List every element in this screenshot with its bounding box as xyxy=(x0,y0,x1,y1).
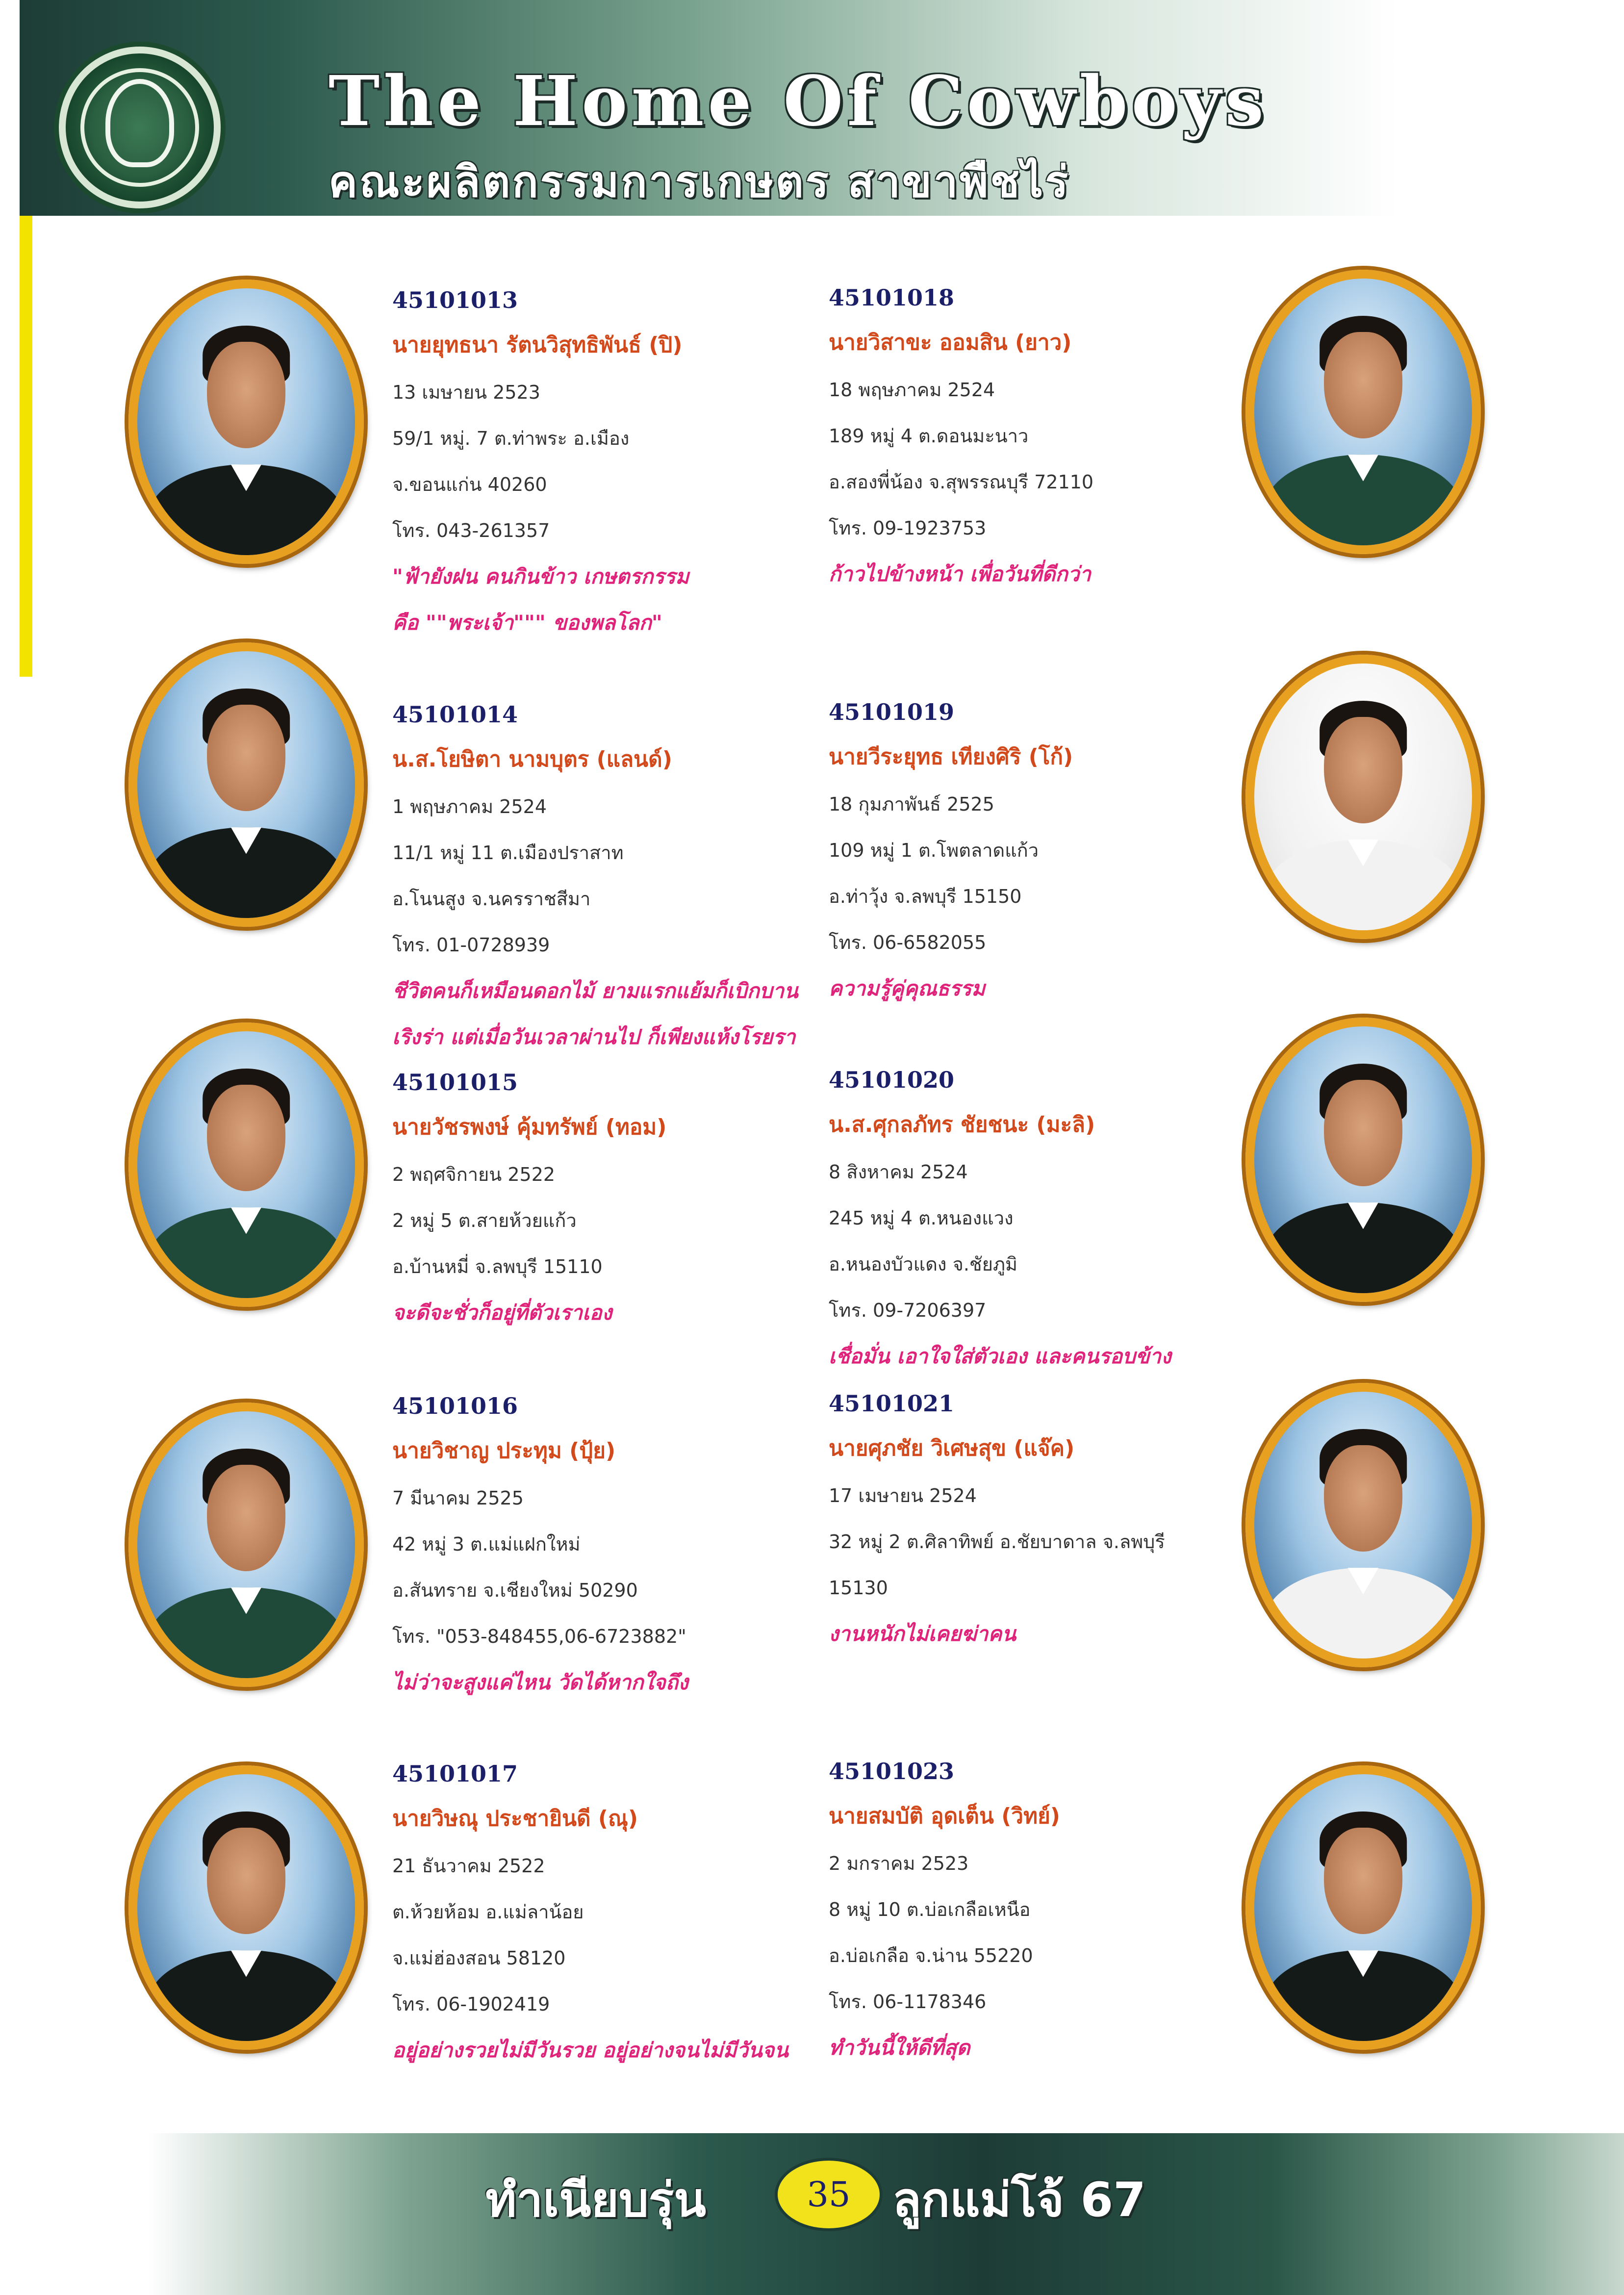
address-line-2: อ.บ่อเกลือ จ.น่าน 55220 xyxy=(829,1945,1033,1966)
motto-line-1: ไม่ว่าจะสูงแค่ไหน วัดได้หากใจถึง xyxy=(392,1670,688,1694)
motto-line-1: ความรู้คู่คุณธรรม xyxy=(829,976,986,1000)
student-id: 45101023 xyxy=(829,1758,955,1785)
photo-face xyxy=(1324,1828,1402,1935)
birth-date: 8 สิงหาคม 2524 xyxy=(829,1161,968,1183)
address-line-1: 189 หมู่ 4 ต.ดอนมะนาว xyxy=(829,425,1029,447)
address-line-1: 8 หมู่ 10 ต.บ่อเกลือเหนือ xyxy=(829,1899,1031,1920)
student-entry-45101017 xyxy=(392,1760,834,2073)
address-line-1: 32 หมู่ 2 ต.ศิลาทิพย์ อ.ชัยบาดาล จ.ลพบุรี xyxy=(829,1531,1165,1553)
birth-date: 7 มีนาคม 2525 xyxy=(392,1487,524,1509)
student-id: 45101020 xyxy=(829,1067,955,1093)
birth-date: 13 เมษายน 2523 xyxy=(392,382,540,403)
photo-face xyxy=(1324,1445,1402,1552)
photo-face xyxy=(207,1465,285,1572)
motto-line-1: ก้าวไปข้างหน้า เพื่อวันที่ดีกว่า xyxy=(829,562,1091,586)
student-name: นายวีระยุทธ เทียงศิริ (โก้) xyxy=(829,744,1073,769)
student-id: 45101017 xyxy=(392,1760,518,1787)
address-line-2: อ.ท่าวุ้ง จ.ลพบุรี 15150 xyxy=(829,886,1022,907)
seal-emblem xyxy=(105,79,174,167)
address-line-2: 15130 xyxy=(829,1577,888,1599)
student-name: นายวิสาขะ ออมสิน (ยาว) xyxy=(829,330,1072,355)
motto-line-1: ชีวิตคนก็เหมือนดอกไม้ ยามแรกแย้มก็เบิกบาน xyxy=(392,979,798,1003)
motto-line-1: จะดีจะชั่วก็อยู่ที่ตัวเราเอง xyxy=(392,1300,612,1325)
motto-line-1: "ฟ้ายังฝน คนกินข้าว เกษตรกรรม xyxy=(392,564,689,588)
phone: โทร. 01-0728939 xyxy=(392,934,550,956)
birth-date: 21 ธันวาคม 2522 xyxy=(392,1855,545,1877)
student-id: 45101016 xyxy=(392,1393,518,1419)
address-line-1: 109 หมู่ 1 ต.โพตลาดแก้ว xyxy=(829,840,1039,861)
birth-date: 2 มกราคม 2523 xyxy=(829,1853,969,1874)
motto-line-1: ทำวันนี้ให้ดีที่สุด xyxy=(829,2036,970,2060)
university-seal-icon xyxy=(59,47,221,208)
phone: โทร. 09-7206397 xyxy=(829,1300,987,1321)
student-entry-45101016 xyxy=(392,1393,834,1706)
photo-face xyxy=(207,1085,285,1192)
address-line-2: อ.สองพี่น้อง จ.สุพรรณบุรี 72110 xyxy=(829,471,1094,493)
photo-face xyxy=(1324,332,1402,439)
address-line-1: 2 หมู่ 5 ต.สายห้วยแก้ว xyxy=(392,1210,577,1231)
motto-line-1: เชื่อมั่น เอาใจใส่ตัวเอง และคนรอบข้าง xyxy=(829,1344,1171,1368)
birth-date: 18 พฤษภาคม 2524 xyxy=(829,379,995,401)
student-id: 45101015 xyxy=(392,1069,518,1096)
address-line-1: 245 หมู่ 4 ต.หนองแวง xyxy=(829,1207,1014,1229)
student-entry-45101020 xyxy=(829,1067,1270,1379)
student-photo-45101021 xyxy=(1245,1383,1481,1667)
student-photo-45101013 xyxy=(128,280,364,564)
motto-line-2: คือ ""พระเจ้า""" ของพลโลก" xyxy=(392,611,662,635)
student-entry-45101018 xyxy=(829,284,1270,597)
footer-class-label: ลูกแม่โจ้ 67 xyxy=(892,2172,1146,2227)
page-number: 35 xyxy=(775,2158,883,2231)
student-id: 45101021 xyxy=(829,1390,955,1417)
birth-date: 17 เมษายน 2524 xyxy=(829,1485,977,1506)
phone: โทร. 06-1178346 xyxy=(829,1991,987,2013)
student-photo-45101019 xyxy=(1245,655,1481,939)
student-id: 45101018 xyxy=(829,284,955,311)
accent-bar xyxy=(20,216,32,677)
birth-date: 2 พฤศจิกายน 2522 xyxy=(392,1164,556,1185)
address-line-1: ต.ห้วยห้อม อ.แม่ลาน้อย xyxy=(392,1901,584,1923)
student-entry-45101023 xyxy=(829,1758,1270,2071)
photo-face xyxy=(1324,717,1402,824)
student-name: น.ส.โยษิตา นามบุตร (แลนด์) xyxy=(392,747,672,772)
student-entry-45101014 xyxy=(392,701,834,1060)
student-name: น.ส.ศุกลภัทร ชัยชนะ (มะลิ) xyxy=(829,1112,1095,1137)
student-photo-45101016 xyxy=(128,1402,364,1687)
photo-face xyxy=(207,1828,285,1935)
student-photo-45101018 xyxy=(1245,270,1481,554)
student-entry-45101019 xyxy=(829,699,1270,1012)
student-id: 45101014 xyxy=(392,701,518,728)
phone: โทร. 09-1923753 xyxy=(829,517,987,539)
motto-line-1: งานหนักไม่เคยฆ่าคน xyxy=(829,1622,1016,1646)
footer-yearbook-label: ทำเนียบรุ่น xyxy=(485,2172,706,2227)
address-line-1: 59/1 หมู่. 7 ต.ท่าพระ อ.เมือง xyxy=(392,428,630,449)
student-photo-45101014 xyxy=(128,642,364,927)
motto-line-2: เริงร่า แต่เมื่อวันเวลาผ่านไป ก็เพียงแห้งโรยรา xyxy=(392,1025,796,1049)
address-line-1: 11/1 หมู่ 11 ต.เมืองปราสาท xyxy=(392,842,624,864)
address-line-2: อ.โนนสูง จ.นครราชสีมา xyxy=(392,888,591,910)
address-line-1: 42 หมู่ 3 ต.แม่แฝกใหม่ xyxy=(392,1533,581,1555)
motto-line-1: อยู่อย่างรวยไม่มีวันรวย อยู่อย่างจนไม่มีวันจน xyxy=(392,2038,788,2062)
address-line-2: อ.สันทราย จ.เชียงใหม่ 50290 xyxy=(392,1580,638,1601)
address-line-2: อ.หนองบัวแดง จ.ชัยภูมิ xyxy=(829,1253,1018,1275)
student-name: นายศุภชัย วิเศษสุข (แจ๊ค) xyxy=(829,1436,1075,1461)
photo-face xyxy=(1324,1080,1402,1187)
student-photo-45101015 xyxy=(128,1022,364,1307)
birth-date: 1 พฤษภาคม 2524 xyxy=(392,796,547,817)
student-name: นายวิษณุ ประชายินดี (ณุ) xyxy=(392,1806,638,1831)
birth-date: 18 กุมภาพันธ์ 2525 xyxy=(829,793,994,815)
phone: โทร. 043-261357 xyxy=(392,520,550,541)
student-name: นายวัชรพงษ์ คุ้มทรัพย์ (ทอม) xyxy=(392,1115,667,1140)
photo-face xyxy=(207,342,285,449)
student-id: 45101013 xyxy=(392,287,518,313)
photo-face xyxy=(207,705,285,812)
student-entry-45101013 xyxy=(392,287,834,646)
page-title: The Home Of Cowboys xyxy=(329,61,1268,142)
student-name: นายสมบัติ อุดเต็น (วิทย์) xyxy=(829,1804,1060,1829)
student-photo-45101023 xyxy=(1245,1765,1481,2050)
student-name: นายยุทธนา รัตนวิสุทธิพันธ์ (ปิ) xyxy=(392,332,683,357)
student-entry-45101015 xyxy=(392,1069,834,1336)
phone: โทร. 06-1902419 xyxy=(392,1993,550,2015)
student-id: 45101019 xyxy=(829,699,955,725)
phone: โทร. "053-848455,06-6723882" xyxy=(392,1626,686,1647)
student-photo-45101020 xyxy=(1245,1018,1481,1302)
student-name: นายวิชาญ ประทุม (ปุ้ย) xyxy=(392,1438,616,1463)
address-line-2: จ.แม่ฮ่องสอน 58120 xyxy=(392,1947,566,1969)
student-entry-45101021 xyxy=(829,1390,1270,1657)
phone: โทร. 06-6582055 xyxy=(829,932,987,953)
student-photo-45101017 xyxy=(128,1765,364,2050)
address-line-2: จ.ขอนแก่น 40260 xyxy=(392,474,547,495)
page-subtitle: คณะผลิตกรรมการเกษตร สาขาพืชไร่ xyxy=(329,156,1070,207)
address-line-2: อ.บ้านหมี่ จ.ลพบุรี 15110 xyxy=(392,1256,603,1277)
